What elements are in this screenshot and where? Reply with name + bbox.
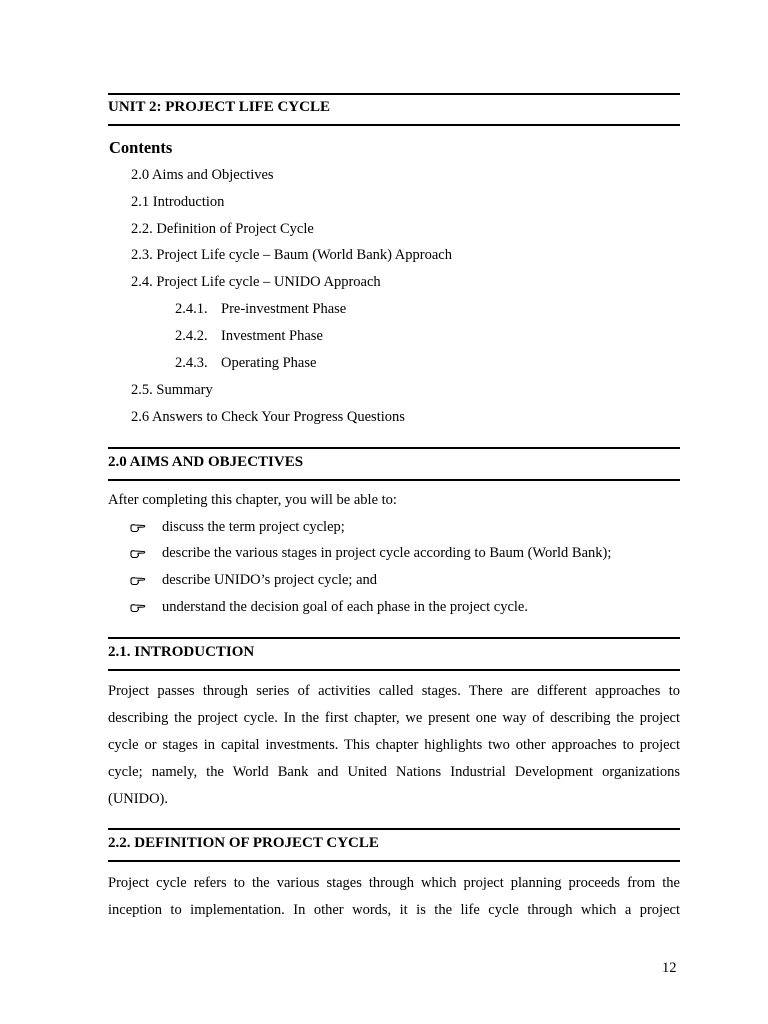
definition-line: inception to implementation. In other words, it is the life cycle through which a project bbox=[108, 902, 680, 918]
aims-heading-block bbox=[108, 447, 680, 481]
introduction-line: (UNIDO). bbox=[108, 791, 168, 807]
pointing-hand-icon bbox=[130, 549, 146, 559]
toc-item: 2.1 Introduction bbox=[131, 194, 225, 210]
toc-subitem-label: Investment Phase bbox=[221, 328, 323, 344]
introduction-line: describing the project cycle. In the first chapter, we present one way of describing the project bbox=[108, 710, 680, 726]
toc-subitem bbox=[175, 355, 316, 372]
introduction-heading-block bbox=[108, 637, 680, 671]
toc-subitem-label: Pre-investment Phase bbox=[221, 301, 347, 317]
introduction-line: Project passes through series of activities called stages. There are different approaches to bbox=[108, 683, 680, 699]
pointing-hand-icon bbox=[130, 603, 146, 613]
toc-subitem bbox=[175, 301, 346, 318]
introduction-line: cycle or stages in capital investments. This chapter highlights two other approaches to project bbox=[108, 737, 680, 753]
toc-subitem-number: 2.4.1. bbox=[175, 301, 208, 317]
unit-title: UNIT 2: PROJECT LIFE CYCLE bbox=[108, 99, 330, 115]
page-number: 12 bbox=[662, 960, 677, 976]
toc-item: 2.3. Project Life cycle – Baum (World Bank) Approach bbox=[131, 247, 452, 263]
toc-subitem-label: Operating Phase bbox=[221, 355, 317, 371]
toc-subitem-number: 2.4.3. bbox=[175, 355, 208, 371]
aims-bullet-text: discuss the term project cyclep; bbox=[162, 519, 345, 535]
pointing-hand-icon bbox=[130, 523, 146, 533]
introduction-line: cycle; namely, the World Bank and United Nations Industrial Development organizations bbox=[108, 764, 680, 780]
toc-subitem bbox=[175, 328, 323, 345]
aims-bullet-text: describe the various stages in project cycle according to Baum (World Bank); bbox=[162, 545, 612, 561]
introduction-heading: 2.1. INTRODUCTION bbox=[108, 644, 255, 660]
toc-subitem-number: 2.4.2. bbox=[175, 328, 208, 344]
toc-item: 2.5. Summary bbox=[131, 382, 213, 398]
toc-item: 2.0 Aims and Objectives bbox=[131, 167, 274, 183]
aims-bullet-text: describe UNIDO’s project cycle; and bbox=[162, 572, 378, 588]
aims-intro: After completing this chapter, you will be able to: bbox=[108, 492, 397, 508]
definition-line: Project cycle refers to the various stages through which project planning proceeds from the bbox=[108, 875, 680, 891]
toc-item: 2.4. Project Life cycle – UNIDO Approach bbox=[131, 274, 381, 290]
aims-heading: 2.0 AIMS AND OBJECTIVES bbox=[108, 454, 304, 470]
toc-item: 2.2. Definition of Project Cycle bbox=[131, 221, 314, 237]
definition-heading-block bbox=[108, 828, 680, 862]
definition-heading: 2.2. DEFINITION OF PROJECT CYCLE bbox=[108, 835, 379, 851]
contents-title: Contents bbox=[109, 138, 173, 157]
unit-title-block bbox=[108, 93, 680, 126]
aims-bullet-text: understand the decision goal of each phase in the project cycle. bbox=[162, 599, 528, 615]
toc-item: 2.6 Answers to Check Your Progress Questions bbox=[131, 409, 405, 425]
pointing-hand-icon bbox=[130, 576, 146, 586]
